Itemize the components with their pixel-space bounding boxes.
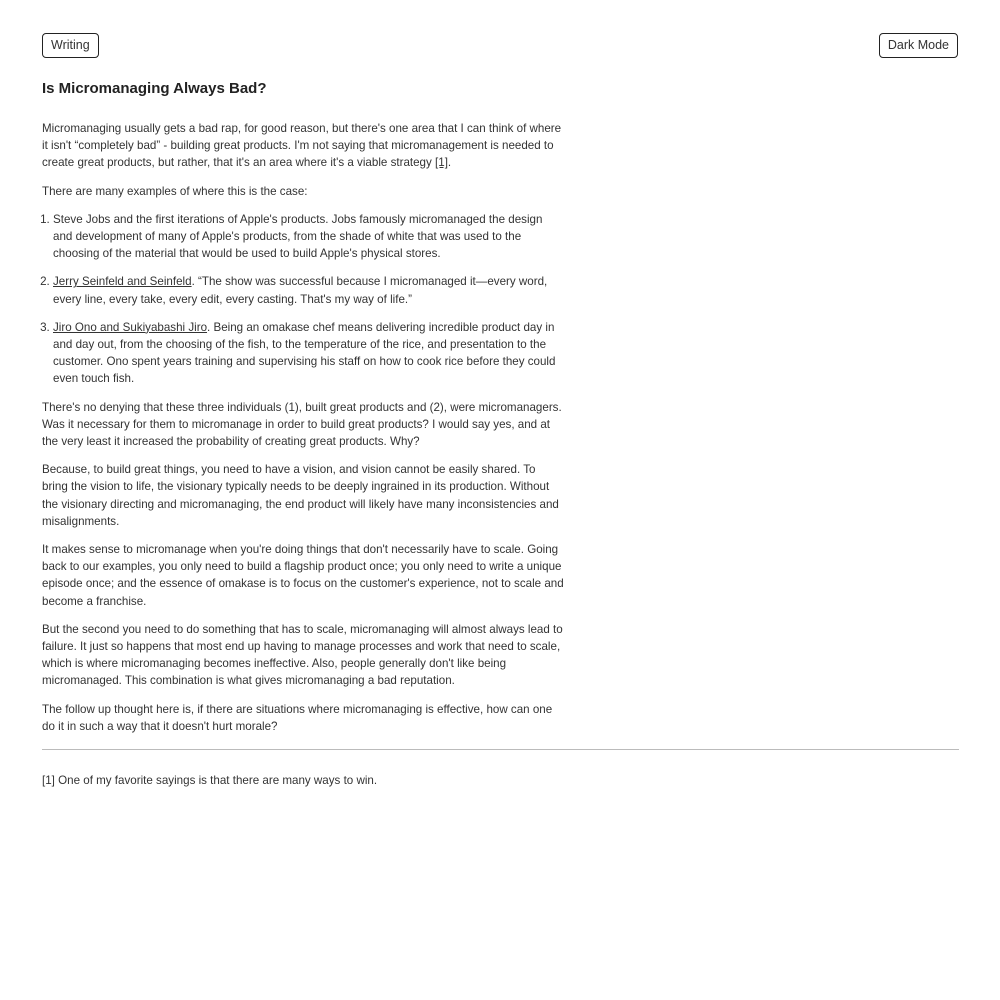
article	[42, 78, 564, 746]
intro-text: Micromanaging usually gets a bad rap, for good reason, but there's one area that I can think of where it isn't “completely bad” - building great products. I'm not saying that micromanagement is needed to create great products, but rather, that it's an area where it's a viable strategy	[42, 122, 562, 170]
list-item-text: . “The show was successful because I micromanaged it—every word, every line, every take, every edit, every casting. That's my way of life.”	[53, 275, 548, 306]
list-item	[53, 211, 564, 263]
intro-end: .	[447, 156, 452, 170]
list-item-text: . Being an omakase chef means delivering incredible product day in and day out, from the choosing of the fish, to the temperature of the rice, and presentation to the customer. Ono spent years training and supervising his staff on how to cook rice before they could even touch fish.	[53, 320, 556, 386]
body-paragraph: It makes sense to micromanage when you're doing things that don't necessarily have to scale. Going back to our examples, you only need to build a flagship product once; you only need to write a unique episode once; and the essence of omakase is to focus on the customer's experience, not to scale and become a franchise.	[42, 543, 564, 608]
writing-button[interactable]: Writing	[42, 33, 99, 58]
list-item	[53, 273, 564, 307]
dark-mode-button[interactable]: Dark Mode	[879, 33, 958, 58]
list-item-text: Steve Jobs and the first iterations of Apple's products. Jobs famously micromanaged the design and development of many of Apple's products, from the shade of white that was used to the choosing of the material that would be used to build Apple's physical stores.	[53, 212, 543, 261]
body-paragraph: There's no denying that these three individuals (1), built great products and (2), were micromanagers. Was it necessary for them to micromanage in order to build great products? I would say yes, and at the very least it increased the probability of creating great products. Why?	[42, 400, 562, 449]
intro-paragraph	[42, 120, 564, 172]
body-paragraph: Because, to build great things, you need to have a vision, and vision cannot be easily shared. To bring the vision to life, the visionary typically needs to be deeply ingrained in its production. Without the visionary directing and micromanaging, the end product will likely have many inconsistencies and misalignments.	[42, 463, 559, 528]
footnote-1: [1] One of my favorite sayings is that there are many ways to win.	[42, 774, 378, 787]
body-paragraph: But the second you need to do something that has to scale, micromanaging will almost always lead to failure. It just so happens that most end up having to manage processes and work that need to scale, which is where micromanaging becomes ineffective. Also, people generally don't like being micromanaged. This combination is what gives micromanaging a bad reputation.	[42, 622, 563, 688]
footnote-link-1[interactable]: [1]	[435, 156, 448, 170]
examples-list	[42, 211, 564, 388]
jiro-link[interactable]: Jiro Ono and Sukiyabashi Jiro	[53, 320, 208, 334]
list-item	[53, 319, 564, 388]
examples-lead: There are many examples of where this is the case:	[42, 184, 308, 198]
footnote-divider	[42, 749, 959, 750]
page-title: Is Micromanaging Always Bad?	[42, 80, 267, 97]
seinfeld-link[interactable]: Jerry Seinfeld and Seinfeld	[53, 275, 192, 289]
body-paragraph: The follow up thought here is, if there are situations where micromanaging is effective, how can one do it in such a way that it doesn't hurt morale?	[42, 702, 553, 733]
